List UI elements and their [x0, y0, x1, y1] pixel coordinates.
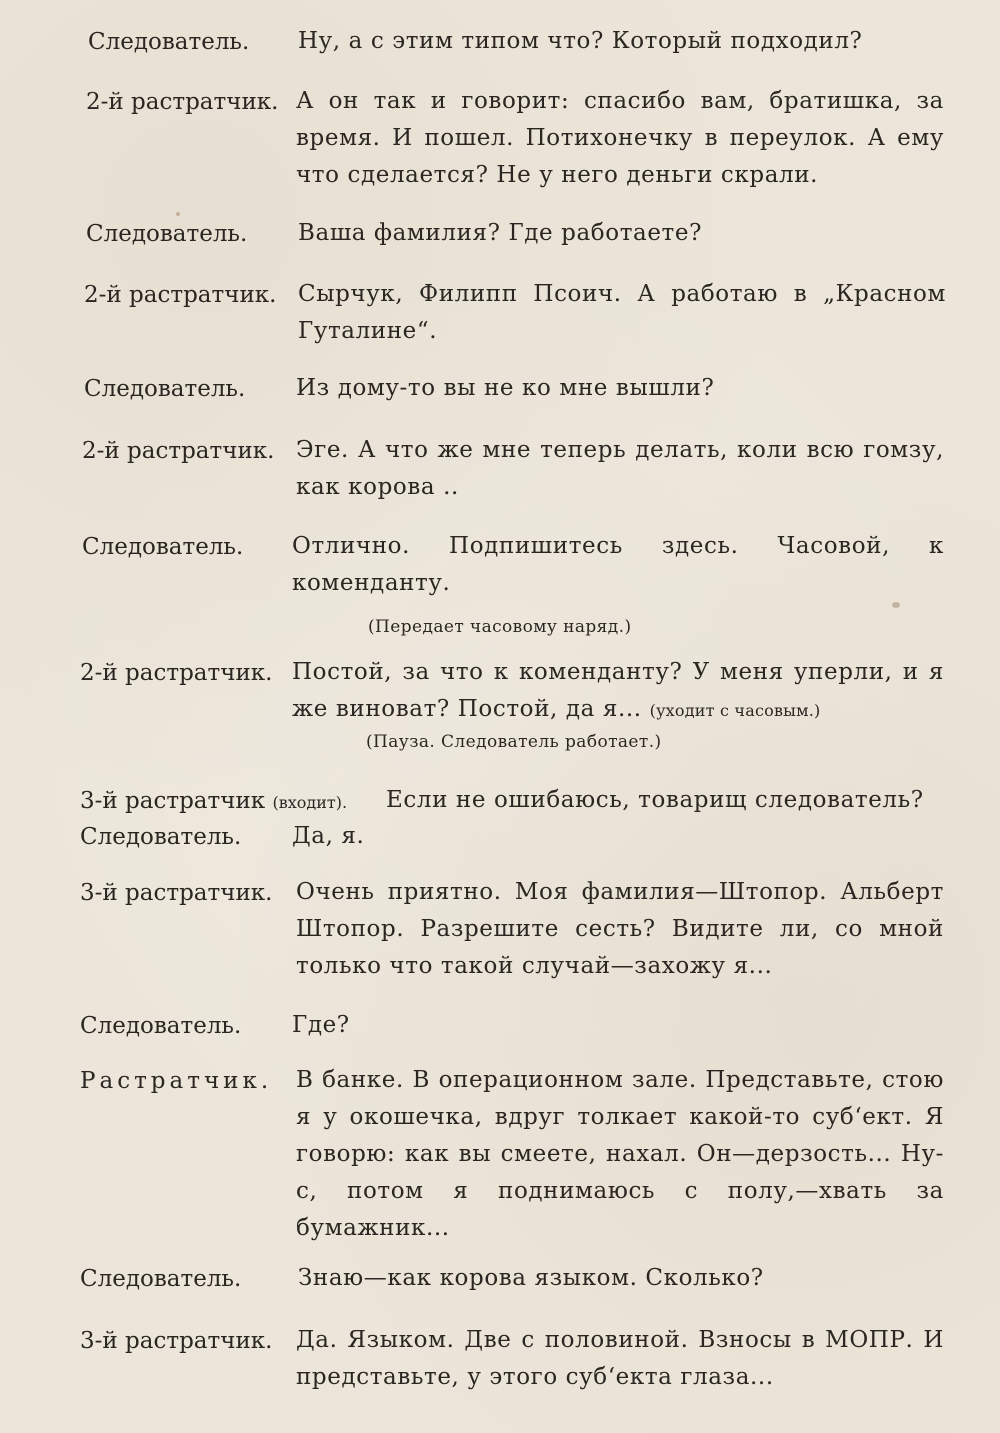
speaker-name: 3-й растратчик.: [80, 880, 273, 906]
stage-direction: (Пауза. Следователь работает.): [366, 732, 662, 752]
speaker-name: Растратчик.: [80, 1068, 273, 1094]
speech-text: Эге. А что же мне теперь делать, коли всю гомзу, как корова ..: [296, 437, 944, 500]
speaker-name: Следователь.: [88, 29, 250, 55]
speech-text: [292, 654, 944, 729]
speech-text: Сырчук, Филипп Псоич. А работаю в „Красном Гуталине“.: [298, 281, 946, 344]
paper-stain: [892, 602, 900, 608]
speech-text: В банке. В операционном зале. Представьте, стою я у окошечка, вдруг толкает какой-то суб‘ект. Я говорю: как вы смеете, нахал. Он—дерзость... Ну-с, потом я поднимаюсь с полу,—хвать за бумажник...: [296, 1067, 944, 1241]
speaker-name: 2-й растратчик.: [80, 660, 273, 686]
speech-text: Да. Языком. Две с половиной. Взносы в МОПР. И представьте, у этого суб‘екта глаза...: [296, 1327, 944, 1390]
speaker-name: [80, 782, 347, 822]
speech-text: Где?: [292, 1012, 350, 1038]
speech-text: Из дому-то вы не ко мне вышли?: [296, 375, 715, 401]
speech-text: Да, я.: [292, 823, 365, 849]
speech-text: Если не ошибаюсь, товарищ следователь?: [386, 787, 924, 813]
speaker-name: 2-й растратчик.: [84, 282, 277, 308]
speaker-name: Следователь.: [84, 376, 246, 402]
speaker-name: 3-й растратчик.: [80, 1328, 273, 1354]
speech-text: Ваша фамилия? Где работаете?: [298, 220, 703, 246]
speaker-name: Следователь.: [80, 1013, 242, 1039]
speaker-name: 2-й растратчик.: [82, 438, 275, 464]
paper-stain: [176, 212, 180, 216]
speech-text: Ну, а с этим типом что? Который подходил?: [298, 28, 863, 54]
stage-direction: (Передает часовому наряд.): [368, 617, 632, 637]
speaker-name: Следователь.: [82, 534, 244, 560]
speech-text: Отлично. Подпишитесь здесь. Часовой, к коменданту.: [292, 533, 944, 596]
speaker-name: 2-й растратчик.: [86, 89, 279, 115]
speech-text: Знаю—как корова языком. Сколько?: [298, 1265, 764, 1291]
speaker-name: Следователь.: [80, 1266, 242, 1292]
speaker-stage-direction: (входит).: [272, 793, 348, 812]
speech-text: Очень приятно. Моя фамилия—Штопор. Альберт Штопор. Разрешите сесть? Видите ли, со мной только что такой случай—захожу я...: [296, 879, 944, 979]
speech-body: Постой, за что к коменданту? У меня уперли, и я же виноват? Постой, да я...: [292, 659, 944, 722]
speech-text: А он так и говорит: спасибо вам, братишка, за время. И пошел. Потихонечку в переулок. А ему что сделается? Не у него деньги скрали.: [296, 88, 944, 188]
speaker-name: Следователь.: [80, 824, 242, 850]
speaker-label: 3-й растратчик: [80, 788, 266, 814]
speaker-name: Следователь.: [86, 221, 248, 247]
inline-stage-direction: (уходит с часовым.): [649, 701, 821, 720]
